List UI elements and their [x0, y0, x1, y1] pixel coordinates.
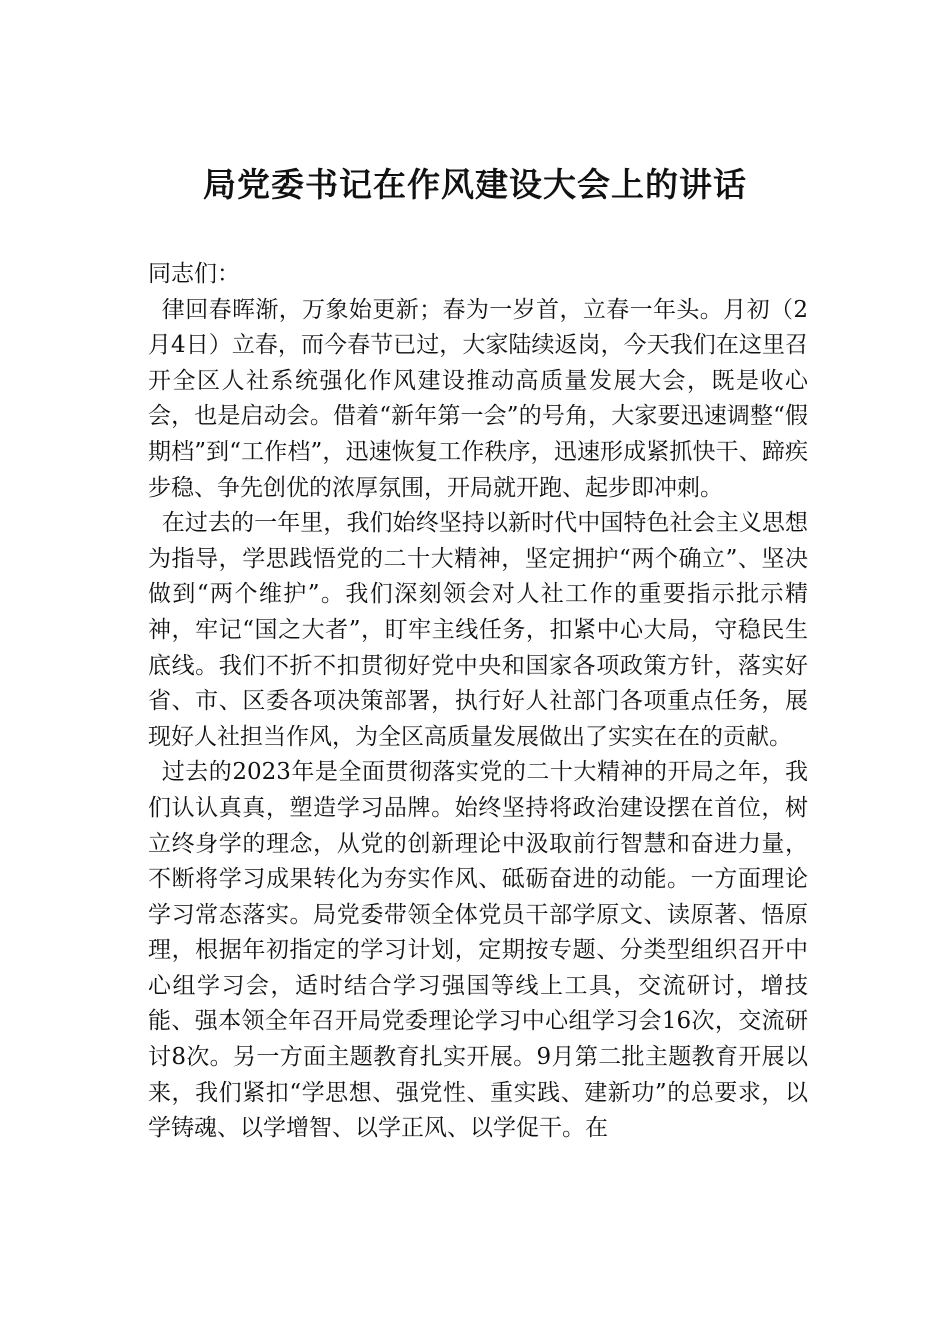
- paragraph: 律回春晖渐，万象始更新；春为一岁首，立春一年头。月初（2月4日）立春，而今春节已过，大家陆续返岗，今天我们在这里召开全区人社系统强化作风建设推动高质量发展大会，既是收心会，也是启动会。借着“新年第一会”的号角，大家要迅速调整“假期档”到“工作档”，迅速恢复工作秩序，迅速形成紧抓快干、蹄疾步稳、争先创优的浓厚氛围，开局就开跑、起步即冲刺。: [148, 296, 808, 501]
- salutation: 同志们：: [148, 261, 240, 287]
- paragraph: 在过去的一年里，我们始终坚持以新时代中国特色社会主义思想为指导，学思践悟党的二十大精神，坚定拥护“两个确立”、坚决做到“两个维护”。我们深刻领会对人社工作的重要指示批示精神，牢记“国之大者”，盯牢主线任务，扣紧中心大局，守稳民生底线。我们不折不扣贯彻好党中央和国家各项政策方针，落实好省、市、区委各项决策部署，执行好人社部门各项重点任务，展现好人社担当作风，为全区高质量发展做出了实实在在的贡献。: [148, 510, 808, 750]
- paragraph: 过去的2023年是全面贯彻落实党的二十大精神的开局之年，我们认认真真，塑造学习品牌。始终坚持将政治建设摆在首位，树立终身学的理念，从党的创新理论中汲取前行智慧和奋进力量，不断将学习成果转化为夯实作风、砥砺奋进的动能。一方面理论学习常态落实。局党委带领全体党员干部学原文、读原著、悟原理，根据年初指定的学习计划，定期按专题、分类型组织召开中心组学习会，适时结合学习强国等线上工具，交流研讨，增技能、强本领全年召开局党委理论学习中心组学习会16次，交流研讨8次。另一方面主题教育扎实开展。9月第二批主题教育开展以来，我们紧扣“学思想、强党性、重实践、建新功”的总要求，以学铸魂、以学增智、以学正风、以学促干。在: [148, 759, 808, 1142]
- document-body: [148, 257, 808, 1147]
- document-title: 局党委书记在作风建设大会上的讲话: [203, 165, 747, 204]
